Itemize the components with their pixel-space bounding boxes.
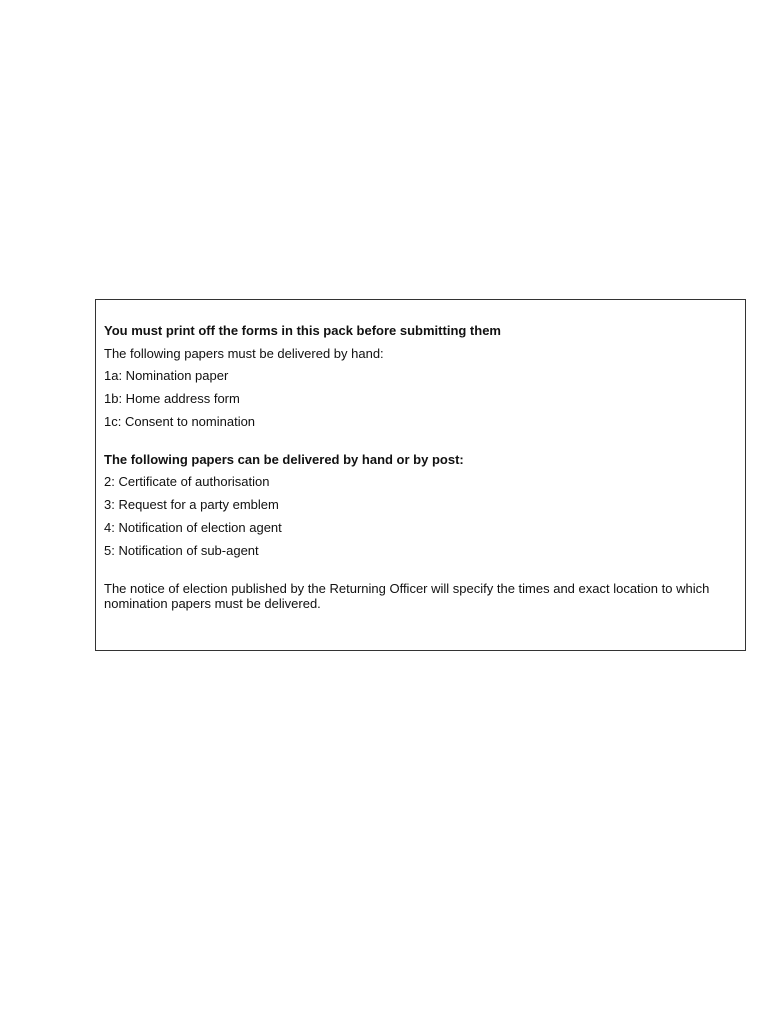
list-item-election-agent-notification: 4: Notification of election agent xyxy=(104,519,282,535)
list-item-consent-to-nomination: 1c: Consent to nomination xyxy=(104,413,256,429)
returning-officer-note: The notice of election published by the Returning Officer will specify the times and exact location to which nomination papers must be delivered. xyxy=(104,580,710,611)
notice-box xyxy=(95,299,746,651)
print-forms-heading: You must print off the forms in this pack before submitting them xyxy=(104,323,501,338)
list-item-certificate-of-authorisation: 2: Certificate of authorisation xyxy=(104,474,270,490)
list-item-nomination-paper: 1a: Nomination paper xyxy=(104,368,229,384)
list-item-home-address-form: 1b: Home address form xyxy=(104,391,240,407)
hand-or-post-heading: The following papers can be delivered by hand or by post: xyxy=(104,451,464,467)
list-item-party-emblem-request: 3: Request for a party emblem xyxy=(104,497,279,513)
list-item-sub-agent-notification: 5: Notification of sub-agent xyxy=(104,542,259,558)
hand-delivery-intro: The following papers must be delivered by hand: xyxy=(104,345,384,361)
